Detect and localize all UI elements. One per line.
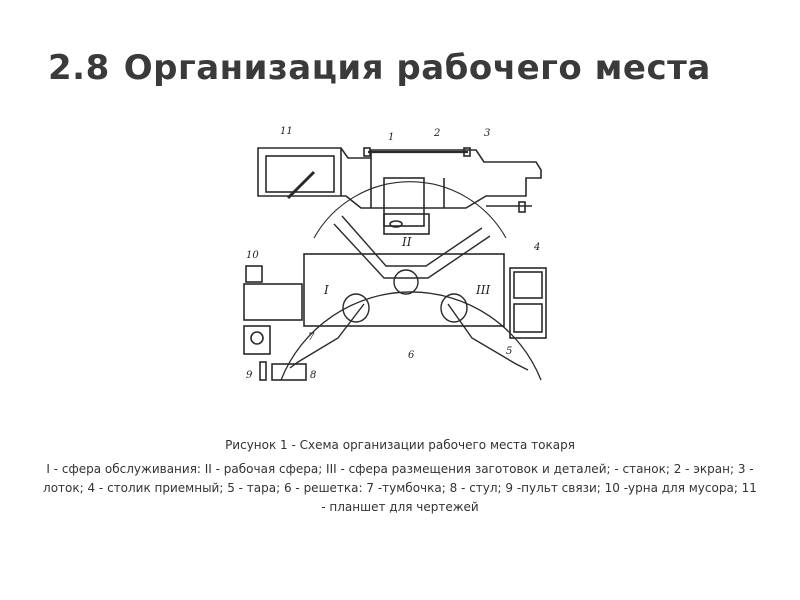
label-10: 10 — [246, 250, 259, 261]
workplace-diagram-svg — [236, 118, 556, 388]
screen — [364, 148, 470, 156]
caption-legend: I - сфера обслуживания: II - рабочая сфера; III - сфера размещения заготовок и деталей; - станок; 2 - экран; 3 - лоток; 4 - столик приемный; 5 - тара; 6 - решетка: 7 -тумбочка; 8 - стул; 9 -пульт связи; 10 -урна для мусора; 11 - планшет для чертежей — [43, 462, 757, 514]
label-9: 9 — [246, 370, 253, 381]
zone-label-2: II — [402, 235, 412, 249]
title-text: Организация рабочего места — [123, 48, 711, 88]
caption-title: Рисунок 1 - Схема организации рабочего места токаря — [225, 438, 575, 452]
label-7: 7 — [308, 332, 315, 343]
trash-bin — [246, 266, 262, 282]
section-number: 2.8 — [48, 48, 110, 88]
label-2: 2 — [434, 128, 441, 139]
figure-caption — [40, 436, 760, 517]
chair — [272, 364, 306, 380]
workplace-diagram — [236, 118, 556, 388]
label-11: 11 — [280, 126, 293, 137]
label-1: 1 — [388, 132, 395, 143]
label-6: 6 — [408, 350, 415, 361]
receiving-table — [510, 268, 546, 338]
work-sphere-arc — [314, 182, 506, 238]
label-3: 3 — [484, 128, 491, 139]
zone-label-1: I — [324, 283, 329, 297]
label-5: 5 — [506, 346, 513, 357]
service-sphere-arc — [281, 292, 541, 380]
label-8: 8 — [310, 370, 317, 381]
cabinet — [244, 284, 302, 320]
lathe-machine — [258, 148, 541, 234]
label-4: 4 — [534, 242, 541, 253]
zone-label-3: III — [476, 283, 491, 297]
slide-title — [48, 48, 711, 88]
drawings-tablet — [266, 156, 334, 198]
